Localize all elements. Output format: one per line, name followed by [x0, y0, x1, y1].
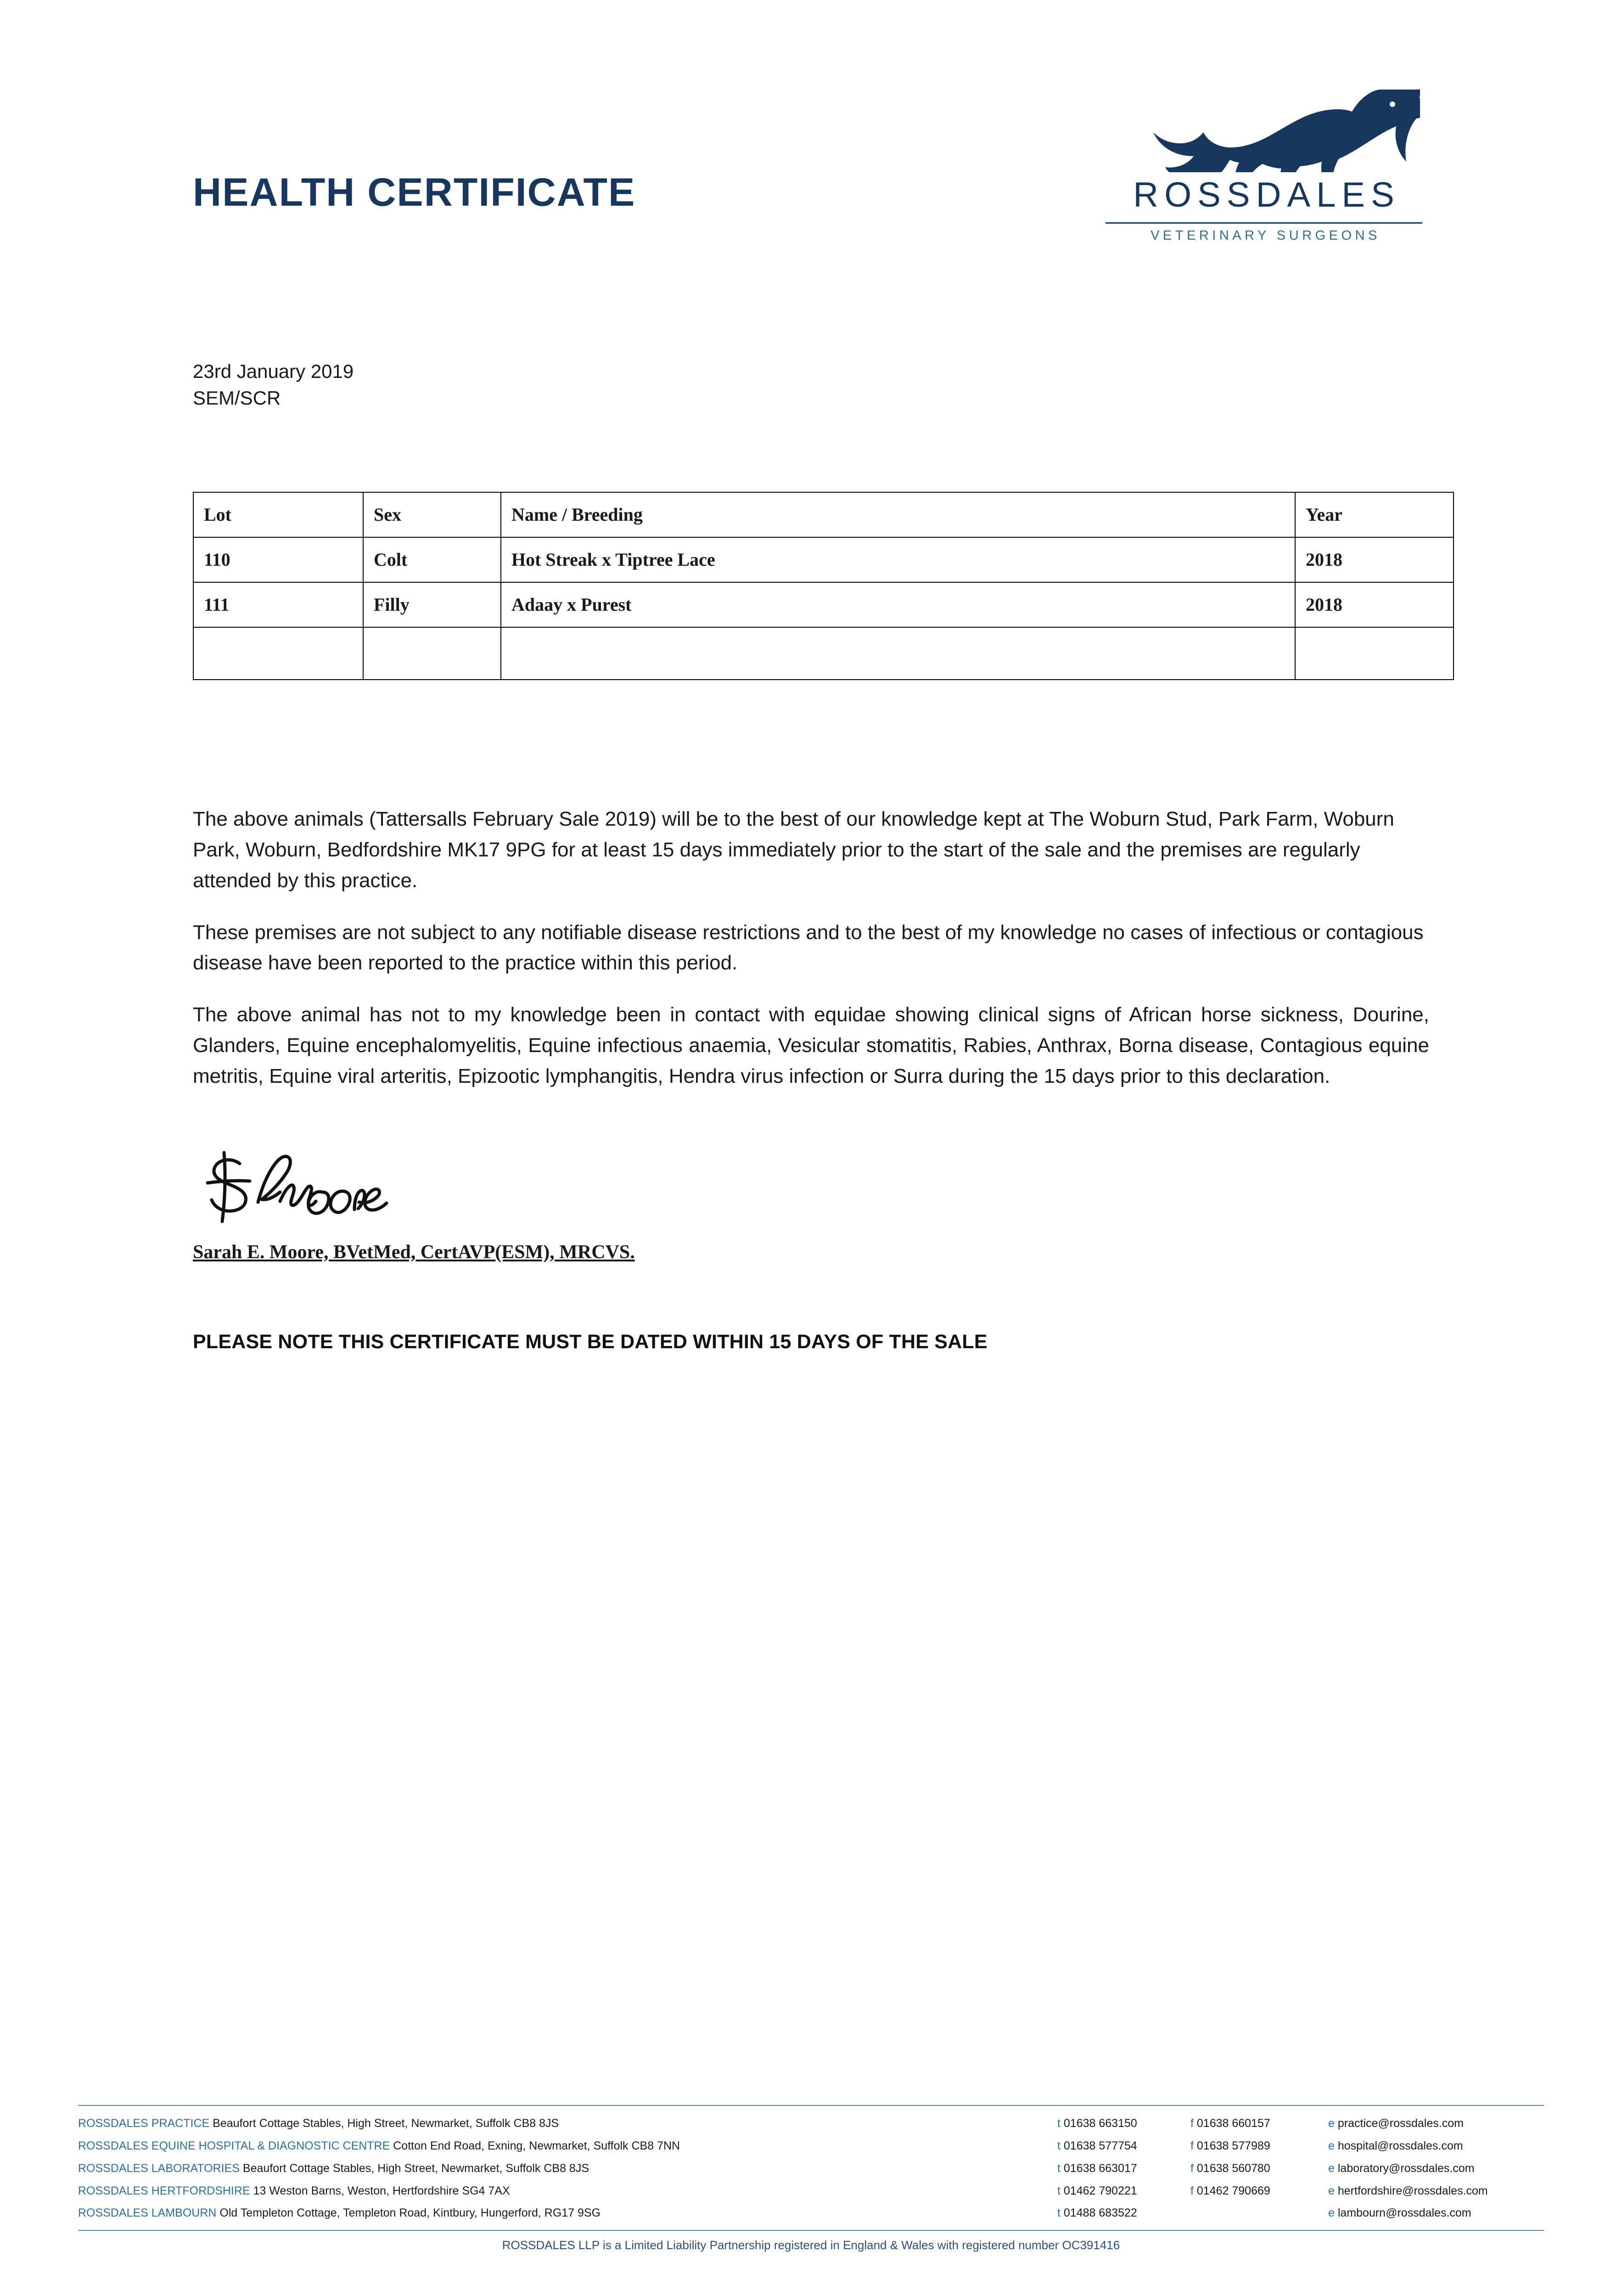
tel-prefix: t [1057, 2139, 1061, 2152]
tel-prefix: t [1057, 2206, 1061, 2220]
tel-number: 01638 577754 [1063, 2139, 1137, 2152]
branch-address: Beaufort Cottage Stables, High Street, Newmarket, Suffolk CB8 8JS [242, 2161, 589, 2175]
branch-address: 13 Weston Barns, Weston, Hertfordshire SG4 7AX [253, 2184, 510, 2197]
tel-prefix: t [1057, 2161, 1061, 2175]
rossdales-logo [1099, 80, 1429, 243]
document-header [193, 0, 1429, 294]
document-footer [78, 2105, 1544, 2252]
page-title: HEALTH CERTIFICATE [193, 170, 636, 214]
email-address[interactable]: hospital@rossdales.com [1337, 2139, 1463, 2152]
cell-lot: 111 [193, 582, 363, 627]
fax-number: 01462 790669 [1196, 2184, 1270, 2197]
column-header-lot: Lot [193, 492, 363, 537]
logo-subtitle: VETERINARY SURGEONS [1151, 228, 1381, 243]
tel-number: 01638 663017 [1063, 2161, 1137, 2175]
branch-telephone [1057, 2112, 1190, 2135]
column-header-year: Year [1295, 492, 1454, 537]
email-address[interactable]: practice@rossdales.com [1337, 2117, 1464, 2130]
footer-branch-address [78, 2202, 1057, 2224]
branch-telephone [1057, 2157, 1190, 2180]
tel-prefix: t [1057, 2117, 1061, 2130]
paragraph-restrictions: These premises are not subject to any notifiable disease restrictions and to the best of my knowledge no cases of infectious or contagious disease have been reported to the practice within this period. [193, 921, 1424, 974]
branch-email[interactable] [1328, 2135, 1544, 2157]
branch-name: ROSSDALES PRACTICE [78, 2117, 210, 2130]
branch-email[interactable] [1328, 2202, 1544, 2224]
branch-name: ROSSDALES HERTFORDSHIRE [78, 2184, 250, 2197]
branch-email[interactable] [1328, 2157, 1544, 2180]
fax-prefix: f [1190, 2139, 1194, 2152]
cell-sex [363, 627, 501, 680]
footer-branch-address [78, 2157, 1057, 2180]
email-prefix: e [1328, 2139, 1335, 2152]
paragraph-diseases: The above animal has not to my knowledge been in contact with equidae showing clinical signs of African horse sickness, Dourine, Glanders, Equine encephalomyelitis, Equine infectious anaemia, Vesicular stomatitis, Rabies, Anthrax, Borna disease, Contagious equine metritis, Equine viral arteritis, Epizootic lymphangitis, Hendra virus infection or Surra during the 15 days prior to this declaration. [193, 1003, 1429, 1088]
email-address[interactable]: lambourn@rossdales.com [1337, 2206, 1471, 2220]
branch-name: ROSSDALES EQUINE HOSPITAL & DIAGNOSTIC CENTRE [78, 2139, 390, 2152]
cell-sex: Filly [363, 582, 501, 627]
footer-branch-row [78, 2135, 1544, 2157]
tel-number: 01488 683522 [1063, 2206, 1137, 2220]
signature-area [193, 1147, 1429, 1262]
cell-year [1295, 627, 1454, 680]
footer-bottom-divider [78, 2230, 1544, 2231]
branch-fax [1190, 2157, 1328, 2180]
footer-legal-text: ROSSDALES LLP is a Limited Liability Partnership registered in England & Wales with registered number OC391416 [502, 2238, 1120, 2252]
branch-fax [1190, 2180, 1328, 2202]
email-prefix: e [1328, 2117, 1335, 2130]
document-date: 23rd January 2019 [193, 360, 354, 382]
tel-number: 01638 663150 [1063, 2117, 1137, 2130]
footer-branch-row [78, 2180, 1544, 2202]
email-prefix: e [1328, 2206, 1335, 2220]
paragraph-premises: The above animals (Tattersalls February Sale 2019) will be to the best of our knowledge kept at The Woburn Stud, Park Farm, Woburn Park, Woburn, Bedfordshire MK17 9PG for at least 15 days immediately prior to the start of the sale and the premises are regularly attended by this practice. [193, 807, 1394, 892]
table-row-empty [193, 627, 1454, 680]
branch-telephone [1057, 2135, 1190, 2157]
footer-branch-row [78, 2157, 1544, 2180]
tel-prefix: t [1057, 2184, 1061, 2197]
branch-name: ROSSDALES LAMBOURN [78, 2206, 217, 2220]
footer-branch-address [78, 2135, 1057, 2157]
branch-address: Old Templeton Cottage, Templeton Road, Kintbury, Hungerford, RG17 9SG [219, 2206, 601, 2220]
footer-top-divider [78, 2105, 1544, 2106]
animals-table [193, 492, 1454, 680]
fax-prefix: f [1190, 2184, 1194, 2197]
document-reference: SEM/SCR [193, 387, 281, 409]
logo-wordmark: ROSSDALES [1133, 175, 1400, 214]
footer-branch-row [78, 2112, 1544, 2135]
cell-lot: 110 [193, 537, 363, 582]
email-prefix: e [1328, 2161, 1335, 2175]
fax-prefix: f [1190, 2161, 1194, 2175]
column-header-sex: Sex [363, 492, 501, 537]
certificate-note: PLEASE NOTE THIS CERTIFICATE MUST BE DATED WITHIN 15 DAYS OF THE SALE [193, 1330, 988, 1353]
email-prefix: e [1328, 2184, 1335, 2197]
cell-year: 2018 [1295, 537, 1454, 582]
horse-logo-icon [1099, 80, 1420, 172]
branch-address: Cotton End Road, Exning, Newmarket, Suffolk CB8 7NN [393, 2139, 680, 2152]
certificate-body [193, 804, 1429, 1092]
fax-prefix: f [1190, 2117, 1194, 2130]
column-header-name: Name / Breeding [501, 492, 1295, 537]
fax-number: 01638 577989 [1196, 2139, 1270, 2152]
branch-telephone [1057, 2202, 1190, 2224]
footer-branch-address [78, 2112, 1057, 2135]
document-meta [193, 358, 1429, 411]
branch-email[interactable] [1328, 2180, 1544, 2202]
email-address[interactable]: hertfordshire@rossdales.com [1337, 2184, 1488, 2197]
branch-fax [1190, 2135, 1328, 2157]
cell-sex: Colt [363, 537, 501, 582]
cell-name: Adaay x Purest [501, 582, 1295, 627]
cell-year: 2018 [1295, 582, 1454, 627]
footer-branch-row [78, 2202, 1544, 2224]
tel-number: 01462 790221 [1063, 2184, 1137, 2197]
handwritten-signature-icon [197, 1147, 519, 1234]
branch-name: ROSSDALES LABORATORIES [78, 2161, 240, 2175]
branch-email[interactable] [1328, 2112, 1544, 2135]
table-row [193, 582, 1454, 627]
branch-address: Beaufort Cottage Stables, High Street, Newmarket, Suffolk CB8 8JS [213, 2117, 559, 2130]
cell-name: Hot Streak x Tiptree Lace [501, 537, 1295, 582]
cell-lot [193, 627, 363, 680]
fax-number: 01638 560780 [1196, 2161, 1270, 2175]
branch-fax [1190, 2112, 1328, 2135]
email-address[interactable]: laboratory@rossdales.com [1337, 2161, 1475, 2175]
branch-telephone [1057, 2180, 1190, 2202]
signatory-name: Sarah E. Moore, BVetMed, CertAVP(ESM), MRCVS. [193, 1241, 635, 1263]
logo-divider [1106, 222, 1422, 224]
cell-name [501, 627, 1295, 680]
fax-number: 01638 660157 [1196, 2117, 1270, 2130]
footer-branch-address [78, 2180, 1057, 2202]
table-row [193, 537, 1454, 582]
table-header-row [193, 492, 1454, 537]
